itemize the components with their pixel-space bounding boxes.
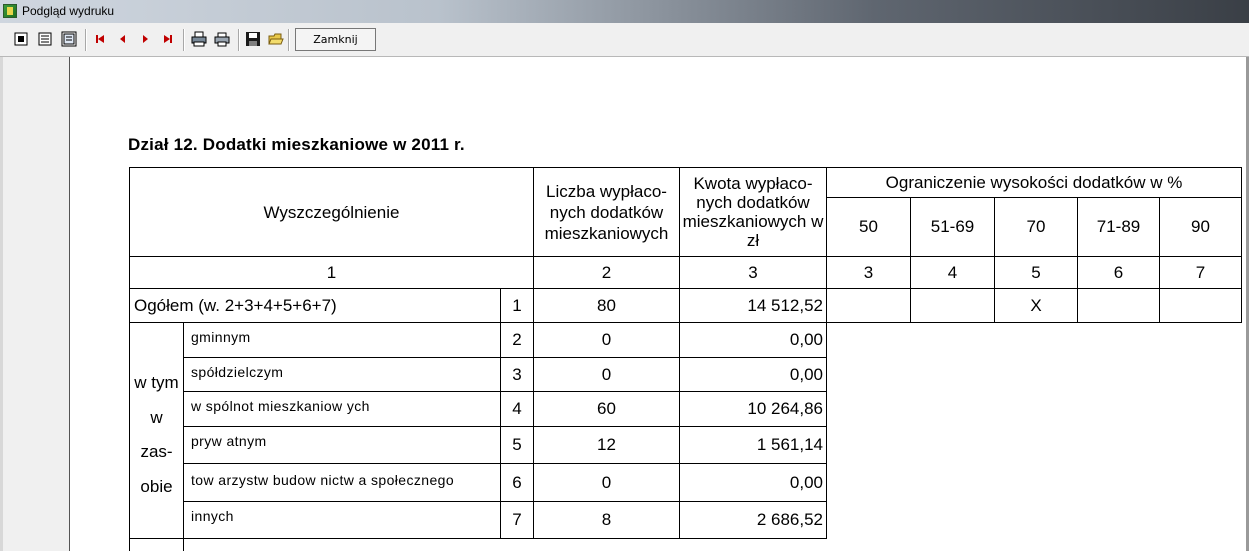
total-limit-70: X [994, 288, 1078, 323]
header-col-amount: Kwota wypłaco-nych dodatków mieszkaniowych w zł [679, 167, 827, 257]
preview-left-margin [0, 57, 70, 551]
col-number-1: 1 [129, 256, 534, 289]
col-number-4: 3 [826, 256, 911, 289]
side-label-line: w tym [134, 373, 179, 392]
header-limit-51-69: 51-69 [910, 197, 995, 257]
detail-row-number: 2 [500, 322, 534, 358]
detail-row-number: 3 [500, 357, 534, 392]
side-label-line: w [150, 407, 163, 427]
detail-row-amount: 10 264,86 [679, 391, 827, 427]
total-limit-71-89 [1077, 288, 1160, 323]
detail-row-label: tow arzystw budow nictw a społecznego [183, 463, 501, 502]
detail-row-count: 0 [533, 463, 680, 502]
col-number-7: 6 [1077, 256, 1160, 289]
total-limit-51-69 [910, 288, 995, 323]
detail-row-number: 4 [500, 391, 534, 427]
detail-row-amount: 2 686,52 [679, 501, 827, 539]
detail-row-number: 5 [500, 426, 534, 464]
total-label: Ogółem (w. 2+3+4+5+6+7) [129, 288, 501, 323]
detail-row-label: gminnym [183, 322, 501, 358]
close-button[interactable]: Zamknij [295, 28, 376, 51]
header-col-count: Liczba wypłaco-nych dodatków mieszkaniowych [533, 167, 680, 257]
side-group-label [129, 322, 184, 551]
first-page-icon[interactable] [92, 31, 108, 47]
detail-row-label: w spólnot mieszkaniow ych [183, 391, 501, 427]
next-page-icon[interactable] [137, 31, 153, 47]
col-number-3: 3 [679, 256, 827, 289]
detail-row-number: 7 [500, 501, 534, 539]
side-label-line: zas- [140, 442, 173, 461]
last-page-icon[interactable] [160, 31, 176, 47]
col-number-5: 4 [910, 256, 995, 289]
detail-row-label: spółdzielczym [183, 357, 501, 392]
header-limit-70: 70 [994, 197, 1078, 257]
toolbar-separator [183, 29, 185, 51]
prev-page-icon[interactable] [115, 31, 131, 47]
total-limit-90 [1159, 288, 1242, 323]
detail-row-amount: 0,00 [679, 357, 827, 392]
report-heading: Dział 12. Dodatki mieszkaniowe w 2011 r. [128, 135, 465, 154]
title-bar [0, 0, 1249, 23]
list-icon[interactable] [37, 31, 53, 47]
detail-row-amount: 1 561,14 [679, 426, 827, 464]
total-count: 80 [533, 288, 680, 323]
detail-row-count: 0 [533, 322, 680, 358]
zoom-icon[interactable] [61, 31, 77, 47]
print-icon[interactable] [214, 31, 230, 47]
detail-row-count: 0 [533, 357, 680, 392]
side-label-line: obie [140, 476, 173, 496]
total-limit-50 [826, 288, 911, 323]
detail-row-label: pryw atnym [183, 426, 501, 464]
header-limits-group: Ograniczenie wysokości dodatków w % [826, 167, 1242, 198]
detail-row-count: 60 [533, 391, 680, 427]
app-icon [3, 4, 17, 18]
toolbar-separator [238, 29, 240, 51]
detail-row-amount: 0,00 [679, 322, 827, 358]
total-row-number: 1 [500, 288, 534, 323]
col-number-8: 7 [1159, 256, 1242, 289]
detail-row-count: 12 [533, 426, 680, 464]
window-title: Podgląd wydruku [22, 4, 115, 18]
detail-row-label: innych [183, 501, 501, 539]
header-col-description: Wyszczególnienie [129, 167, 534, 257]
total-amount: 14 512,52 [679, 288, 827, 323]
toolbar-separator [85, 29, 87, 51]
page-icon[interactable] [13, 31, 29, 47]
open-icon[interactable] [268, 31, 284, 47]
detail-row-number: 6 [500, 463, 534, 502]
header-limit-71-89: 71-89 [1077, 197, 1160, 257]
detail-row-amount: 0,00 [679, 463, 827, 502]
toolbar-separator [288, 29, 290, 51]
col-number-6: 5 [994, 256, 1078, 289]
header-limit-50: 50 [826, 197, 911, 257]
toolbar [0, 23, 1249, 57]
save-icon[interactable] [245, 31, 261, 47]
header-limit-90: 90 [1159, 197, 1242, 257]
detail-row-count: 8 [533, 501, 680, 539]
col-number-2: 2 [533, 256, 680, 289]
print-setup-icon[interactable] [191, 31, 207, 47]
